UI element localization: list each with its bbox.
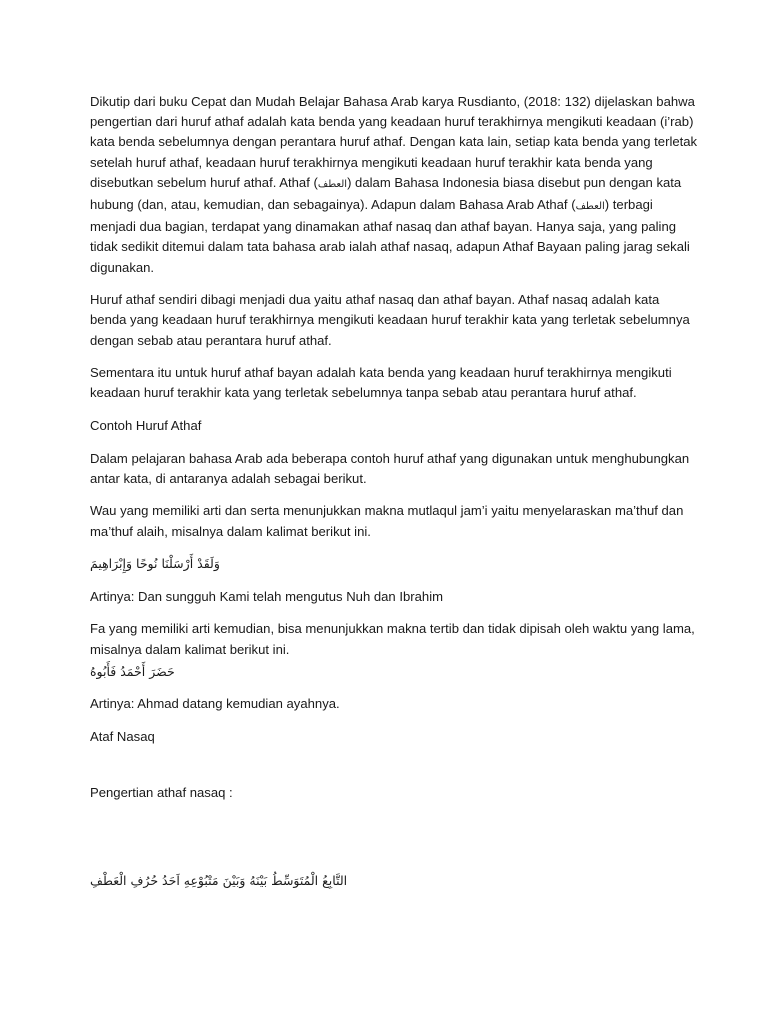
paragraph-huruf-athaf [90, 290, 690, 351]
text-fragment: ) dalam Bahasa Indonesia biasa disebut pun dengan kata [347, 174, 682, 190]
arabic-example-1 [90, 554, 682, 574]
translation-2 [90, 694, 682, 714]
text-line: antar kata, di antaranya adalah sebagai berikut. [90, 470, 367, 486]
text-line: dengan sebab atau perantara huruf athaf. [90, 332, 332, 348]
arabic-definition: التَّابِعُ الْمُتَوَسِّطُ بَيْنَهُ وَبَيْنَ مَتْبُوْعِهِ اَحَدُ حُرُفِ الْعَطْفِ [90, 873, 348, 888]
text-line: setelah huruf athaf, keadaan huruf terakhirnya mengikuti keadaan huruf terakhir kata benda yang [90, 154, 653, 170]
translation-text: Artinya: Dan sungguh Kami telah mengutus Nuh dan Ibrahim [90, 588, 444, 604]
arabic-example-2 [90, 662, 682, 682]
arabic-term: العطف [317, 178, 348, 190]
paragraph-fa [90, 619, 695, 659]
text-line: pengertian dari huruf athaf adalah kata benda yang keadaan huruf terakhirnya mengikuti keadaan (i’rab) [90, 114, 694, 130]
text-line: Dalam pelajaran bahasa Arab ada beberapa contoh huruf athaf yang digunakan untuk menghubungkan [90, 450, 690, 466]
paragraph-wau [90, 501, 682, 541]
translation-text: Artinya: Ahmad datang kemudian ayahnya. [90, 696, 340, 712]
text-line [90, 173, 682, 195]
text-line: menjadi dua bagian, terdapat yang dinamakan athaf nasaq dan athaf bayan. Hanya saja, yang paling [90, 219, 677, 235]
translation-1 [90, 587, 682, 607]
text-line: Huruf athaf sendiri dibagi menjadi dua yaitu athaf nasaq dan athaf bayan. Athaf nasaq adalah kata [90, 292, 660, 308]
text-fragment: ) terbagi [604, 197, 653, 213]
paragraph-contoh-intro [90, 449, 690, 489]
document-page [90, 92, 698, 760]
section-heading: Contoh Huruf Athaf [90, 418, 202, 434]
text-line: Fa yang memiliki arti kemudian, bisa menunjukkan makna tertib dan tidak dipisah oleh waktu yang lama, [90, 621, 695, 637]
paragraph-intro [90, 92, 698, 278]
text-fragment: disebutkan sebelum huruf athaf. Athaf ( [90, 174, 318, 190]
arabic-term: العطف [575, 201, 605, 213]
pengertian-label: Pengertian athaf nasaq : [90, 785, 233, 800]
text-line: Wau yang memiliki arti dan serta menunjukkan makna mutlaqul jam’i yaitu menyelaraskan ma’thuf dan [90, 503, 684, 519]
arabic-sentence: حَضَرَ أَحْمَدُ فَأَبُوهُ [90, 663, 175, 679]
text-line: kata benda sebelumnya dengan perantara huruf athaf. Dengan kata lain, setiap kata benda yang terletak [90, 134, 698, 150]
text-line: keadaan huruf terakhir kata yang terletak sebelumnya tanpa sebab atau perantara huruf athaf. [90, 385, 637, 401]
section-heading: Ataf Nasaq [90, 728, 155, 744]
text-line: Dikutip dari buku Cepat dan Mudah Belajar Bahasa Arab karya Rusdianto, (2018: 132) dijelaskan bahwa [90, 94, 695, 109]
arabic-sentence: وَلَقَدْ أَرْسَلْنَا نُوحًا وَإِبْرَاهِيمَ [90, 556, 220, 572]
text-line: benda yang keadaan huruf terakhirnya mengikuti keadaan huruf terakhir kata yang terletak sebelumnya [90, 312, 690, 328]
text-fragment: hubung (dan, atau, kemudian, dan sebagainya). Adapun dalam Bahasa Arab Athaf ( [90, 197, 576, 213]
heading-ataf-nasaq [90, 727, 682, 747]
text-line [90, 195, 682, 217]
text-line: Sementara itu untuk huruf athaf bayan adalah kata benda yang keadaan huruf terakhirnya mengikuti [90, 365, 672, 381]
text-line: digunakan. [90, 259, 155, 275]
text-line: tidak sedikit ditemui dalam tata bahasa arab ialah athaf nasaq, adapun Athaf Bayaan paling jarag sekali [90, 239, 690, 255]
text-line: misalnya dalam kalimat berikut ini. [90, 641, 290, 657]
paragraph-athaf-bayan [90, 363, 682, 403]
heading-contoh [90, 416, 682, 436]
text-line: ma’thuf alaih, misalnya dalam kalimat berikut ini. [90, 523, 371, 539]
